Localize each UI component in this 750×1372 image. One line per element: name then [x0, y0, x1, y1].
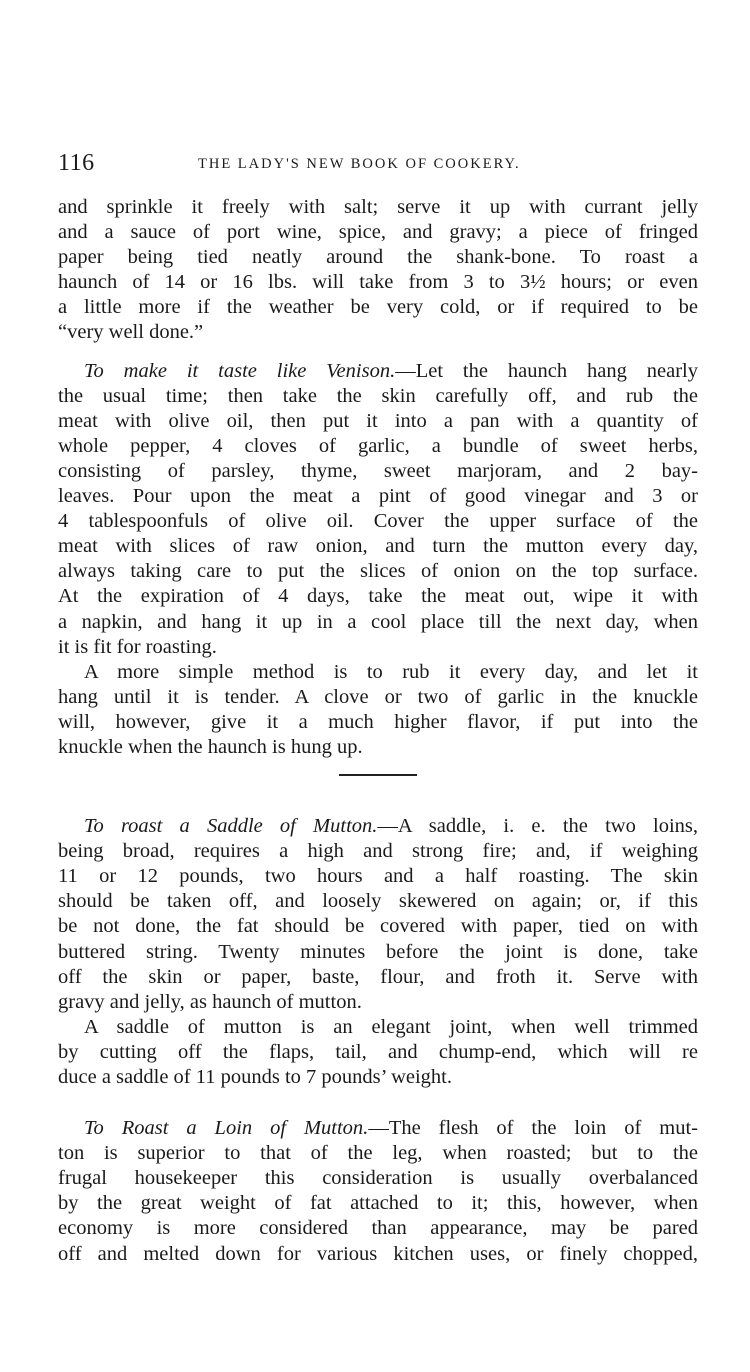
paragraph-saddle-trim	[58, 1015, 698, 1090]
text-line: 4 tablespoonfuls of olive oil. Cover the upper surface of the	[58, 510, 698, 533]
text-line: meat with slices of raw onion, and turn the mutton every day,	[58, 535, 698, 558]
paragraph-saddle	[58, 814, 698, 1015]
page-header	[58, 150, 698, 184]
text-line: A saddle of mutton is an elegant joint, when well trimmed	[84, 1015, 698, 1038]
text-line: meat with olive oil, then put it into a pan with a quantity of	[58, 409, 698, 432]
text-line: economy is more considered than appearance, may be pared	[58, 1217, 698, 1240]
text-line: paper being tied neatly around the shank-bone. To roast a	[58, 246, 698, 269]
text-fragment: —The flesh of the loin of mut-	[368, 1117, 698, 1140]
text-line: A more simple method is to rub it every day, and let it	[84, 660, 698, 683]
text-line: it is fit for roasting.	[58, 635, 217, 658]
text-line: will, however, give it a much higher flavor, if put into the	[58, 710, 698, 733]
text-line: be not done, the fat should be covered with paper, tied on with	[58, 915, 698, 938]
text-line: 11 or 12 pounds, two hours and a half roasting. The skin	[58, 865, 698, 888]
paragraph-venison	[58, 359, 698, 660]
text-line: and sprinkle it freely with salt; serve it up with currant jelly	[58, 196, 698, 218]
text-line: duce a saddle of 11 pounds to 7 pounds’ weight.	[58, 1066, 452, 1088]
paragraph-haunch-continuation	[58, 195, 698, 346]
text-line: being broad, requires a high and strong fire; and, if weighing	[58, 840, 698, 863]
text-line: off the skin or paper, baste, flour, and froth it. Serve with	[58, 965, 698, 988]
text-line: ton is superior to that of the leg, when roasted; but to the	[58, 1142, 698, 1165]
text-fragment: —A saddle, i. e. the two loins,	[377, 815, 698, 838]
text-line: haunch of 14 or 16 lbs. will take from 3 to 3½ hours; or even	[58, 271, 698, 294]
text-line: hang until it is tender. A clove or two of garlic in the knuckle	[58, 685, 698, 708]
text-line: At the expiration of 4 days, take the meat out, wipe it with	[58, 585, 698, 608]
section-divider	[339, 774, 417, 776]
text-line: whole pepper, 4 cloves of garlic, a bundle of sweet herbs,	[58, 434, 698, 457]
recipe-title: To roast a Saddle of Mutton.	[84, 815, 378, 838]
paragraph-simple-method	[58, 660, 698, 760]
text-line	[58, 814, 698, 839]
text-line: should be taken off, and loosely skewered on again; or, if this	[58, 890, 698, 913]
running-head: THE LADY'S NEW BOOK OF COOKERY.	[198, 156, 521, 172]
text-line: buttered string. Twenty minutes before the joint is done, take	[58, 940, 698, 963]
text-line: gravy and jelly, as haunch of mutton.	[58, 990, 362, 1013]
recipe-title: To make it taste like Venison.	[84, 359, 396, 382]
text-line: by cutting off the flaps, tail, and chump-end, which will re	[58, 1040, 698, 1063]
text-line: the usual time; then take the skin carefully off, and rub the	[58, 384, 698, 407]
text-line	[58, 1116, 698, 1141]
text-fragment: —Let the haunch hang nearly	[395, 359, 698, 382]
text-line	[58, 359, 698, 384]
text-line: a little more if the weather be very cold, or if required to be	[58, 296, 698, 319]
text-line: always taking care to put the slices of onion on the top surface.	[58, 560, 698, 583]
text-line: a napkin, and hang it up in a cool place till the next day, when	[58, 610, 698, 633]
text-line: “very well done.”	[58, 321, 204, 344]
text-line: and a sauce of port wine, spice, and gravy; a piece of fringed	[58, 221, 698, 244]
text-line: knuckle when the haunch is hung up.	[58, 735, 363, 758]
recipe-title: To Roast a Loin of Mutton.	[84, 1117, 369, 1140]
text-line: leaves. Pour upon the meat a pint of good vinegar and 3 or	[58, 485, 698, 508]
text-line: frugal housekeeper this consideration is usually overbalanced	[58, 1167, 698, 1190]
paragraph-loin	[58, 1116, 698, 1267]
page-body	[58, 195, 698, 1267]
text-line: consisting of parsley, thyme, sweet marjoram, and 2 bay-	[58, 459, 698, 482]
text-line: by the great weight of fat attached to it; this, however, when	[58, 1192, 698, 1215]
page-number: 116	[58, 150, 95, 176]
text-line: off and melted down for various kitchen uses, or finely chopped,	[58, 1242, 698, 1265]
